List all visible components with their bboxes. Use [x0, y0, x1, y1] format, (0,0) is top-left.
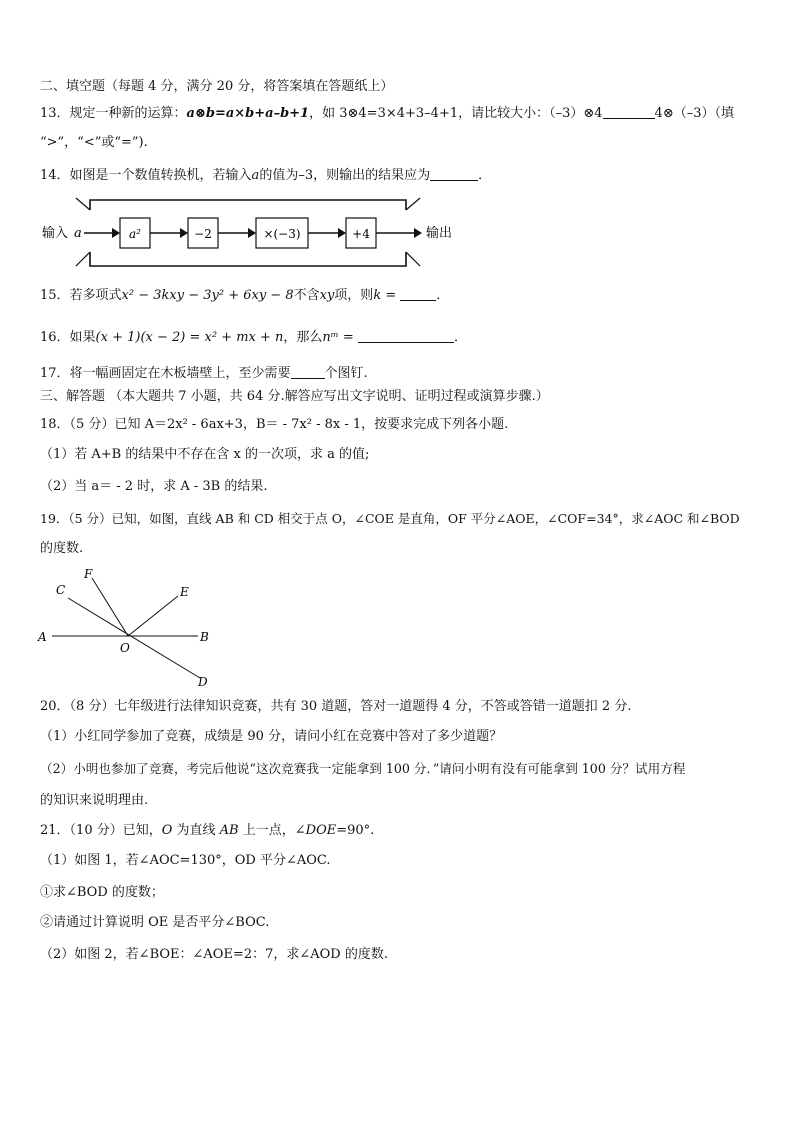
q21-stem-a: 21．（10 分）已知， [40, 823, 162, 838]
q14-text-c: ． [478, 168, 492, 183]
q19-line1: 19．（5 分）已知，如图，直线 AB 和 CD 相交于点 O，∠COE 是直角，OF 平分∠AOE，∠COF=34°，求∠AOC 和∠BOD [40, 511, 740, 526]
q15-line [40, 286, 764, 305]
machine-box-minus2-label: −2 [194, 227, 212, 241]
section2-header: 二、填空题（每题 4 分，满分 20 分，将答案填在答题纸上） [40, 79, 394, 94]
number-converter-diagram [36, 196, 466, 272]
q20-part2-line1: （2）小明也参加了竞赛，考完后他说“这次竞赛我一定能拿到 100 分．”请问小明有没有可能拿到 100 分？试用方程 [40, 761, 686, 776]
q19-line2: 的度数. [40, 541, 84, 556]
ray-of [92, 578, 128, 636]
q15-text-d: ． [436, 288, 450, 303]
q16-line [40, 328, 764, 347]
q18-stem: 18．（5 分）已知 A＝2x² - 6ax+3，B＝ - 7x² - 8x - 1，按要求完成下列各小题. [40, 417, 509, 432]
q16-answer-blank[interactable] [358, 328, 454, 343]
q15-kvar: k = [373, 288, 397, 303]
q18-part1: （1）若 A+B 的结果中不存在含 x 的一次项，求 a 的值; [40, 447, 370, 462]
label-e: E [180, 585, 189, 599]
label-b: B [200, 630, 209, 644]
output-label: 输出 [426, 226, 453, 241]
q21-stem-c: 为直线 [172, 823, 220, 838]
q13-answer-blank[interactable] [603, 104, 655, 119]
q21-part1-ii: ②请通过计算说明 OE 是否平分∠BOC. [40, 915, 270, 930]
label-f: F [84, 567, 93, 581]
q21-point-o: O [161, 823, 173, 838]
label-a: A [38, 630, 47, 644]
q16-equation: (x + 1)(x − 2) = x² + mx + n [95, 330, 284, 345]
q14-text-b: 的值为–3，则输出的结果应为 [259, 168, 431, 183]
q16-nm: nᵐ = [322, 330, 354, 345]
q13-text-c: ，如 3⊗4=3×4+3–4+1，请比较大小：（–3）⊗4 [309, 106, 603, 121]
q13-line1 [40, 104, 764, 123]
q21-part1-i: ①求∠BOD 的度数； [40, 885, 164, 900]
q13-text-d: 4⊗（–3）（填 [654, 106, 734, 121]
q14-answer-blank[interactable] [430, 166, 478, 181]
line-cd [68, 598, 200, 678]
input-var: a [74, 226, 82, 241]
machine-box-plus4-label: +4 [352, 227, 370, 241]
q17-text-b: 个图钉. [324, 366, 368, 381]
q14-line [40, 166, 764, 185]
q21-part1: （1）如图 1，若∠AOC=130°，OD 平分∠AOC. [40, 853, 331, 868]
q16-text-c: ． [453, 330, 467, 345]
q15-text-b: 不含 [293, 288, 320, 303]
q17-line [40, 364, 764, 383]
q15-answer-blank[interactable] [400, 286, 436, 301]
q15-term: xy [319, 288, 335, 303]
q21-stem-g: =90°. [336, 823, 375, 838]
q13-operation: a⊗b=a×b+a–b+1 [186, 106, 310, 121]
q14-var: a [251, 168, 260, 183]
q20-part1: （1）小红同学参加了竞赛，成绩是 90 分，请问小红在竞赛中答对了多少道题？ [40, 729, 503, 744]
q18-part2: （2）当 a＝ - 2 时，求 A - 3B 的结果. [40, 479, 268, 494]
q21-angle-doe: ∠DOE [294, 823, 337, 838]
q16-text-b: ，那么 [283, 330, 323, 345]
section3-header: 三、解答题 （本大题共 7 小题，共 64 分.解答应写出文字说明、证明过程或演算步骤.） [40, 389, 549, 404]
label-c: C [56, 583, 66, 597]
q21-line-ab: AB [219, 823, 239, 838]
machine-box-square-label: a² [129, 227, 141, 241]
q21-part2: （2）如图 2，若∠BOE：∠AOE=2：7，求∠AOD 的度数. [40, 947, 388, 962]
label-o: O [120, 641, 130, 655]
q14-text-a: 14．如图是一个数值转换机，若输入 [40, 168, 252, 183]
q13-line2: “>”，“<”或“=”). [40, 135, 148, 150]
intersecting-lines-diagram [36, 564, 226, 690]
ray-oe [128, 596, 178, 636]
q15-text-a: 15．若多项式 [40, 288, 122, 303]
q20-stem: 20．（8 分）七年级进行法律知识竞赛，共有 30 道题，答对一道题得 4 分，不答或答错一道题扣 2 分. [40, 699, 632, 714]
machine-box-times-neg3-label: ×(−3) [263, 227, 301, 241]
q21-stem-e: 上一点， [238, 823, 295, 838]
q15-text-c: 项，则 [334, 288, 374, 303]
q13-text-a: 13．规定一种新的运算： [40, 106, 187, 121]
q15-polynomial: x² − 3kxy − 3y² + 6xy − 8 [121, 288, 294, 303]
q17-answer-blank[interactable] [291, 364, 325, 379]
q21-stem [40, 822, 764, 840]
q17-text-a: 17．将一幅画固定在木板墙壁上，至少需要 [40, 366, 291, 381]
q20-part2-line2: 的知识来说明理由. [40, 793, 149, 808]
q16-text-a: 16．如果 [40, 330, 96, 345]
label-d: D [198, 675, 208, 689]
input-label: 输入 [42, 226, 69, 241]
